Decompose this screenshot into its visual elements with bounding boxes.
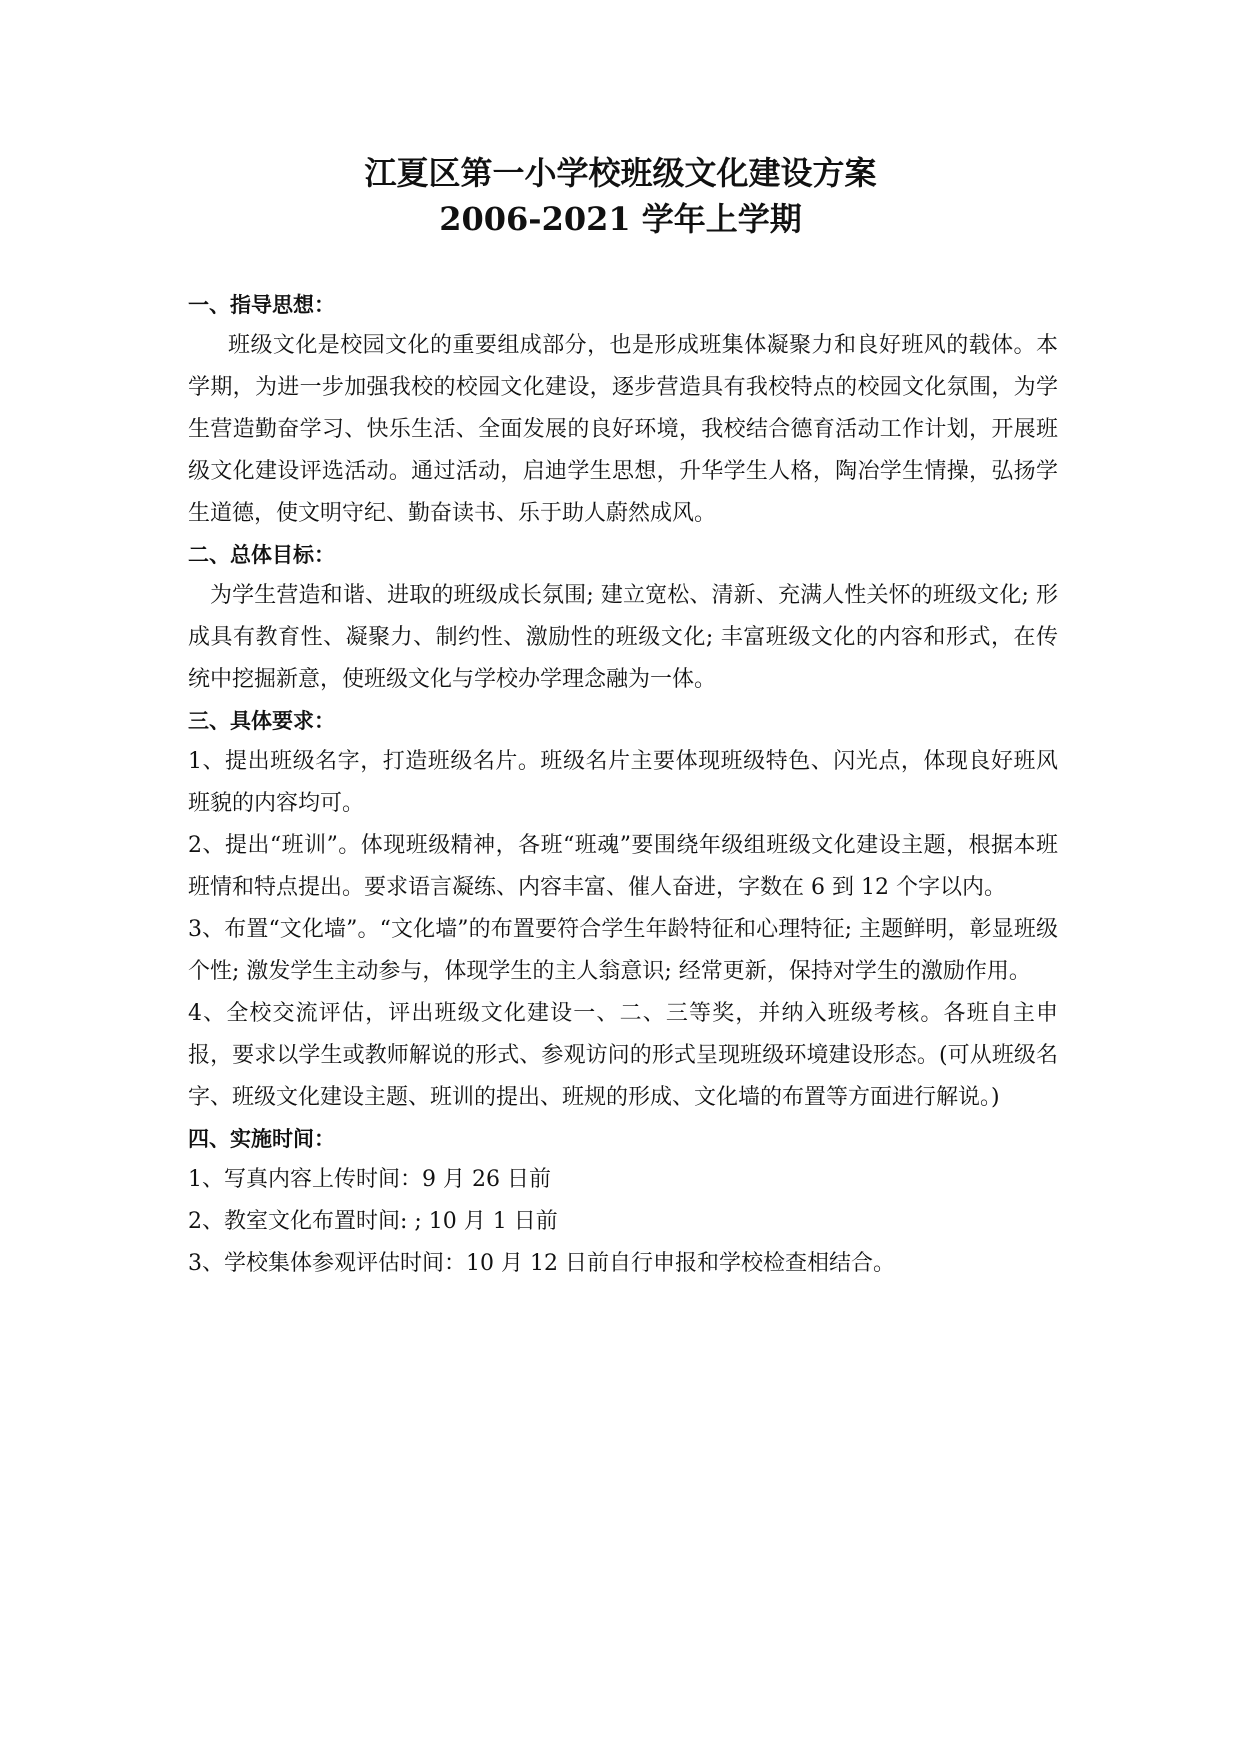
section-heading-specific-requirements: 三、具体要求： <box>188 708 335 733</box>
document-subtitle: 2006-2021 学年上学期 <box>439 200 802 238</box>
title-block <box>0 150 1241 242</box>
list-item: 3、学校集体参观评估时间：10 月 12 日前自行申报和学校检查相结合。 <box>188 1251 895 1276</box>
section-heading-overall-goal: 二、总体目标： <box>188 542 335 567</box>
document-title: 江夏区第一小学校班级文化建设方案 <box>364 154 877 192</box>
paragraph: 班级文化是校园文化的重要组成部分，也是形成班集体凝聚力和良好班风的载体。本学期，为进一步加强我校的校园文化建设，逐步营造具有我校特点的校园文化氛围，为学生营造勤奋学习、快乐生活、全面发展的良好环境，我校结合德育活动工作计划，开展班级文化建设评选活动。通过活动，启迪学生思想，升华学生人格，陶冶学生情操，弘扬学生道德，使文明守纪、勤奋读书、乐于助人蔚然成风。 <box>188 333 1058 526</box>
list-item: 1、提出班级名字，打造班级名片。班级名片主要体现班级特色、闪光点，体现良好班风班貌的内容均可。 <box>188 749 1058 816</box>
section-heading-implementation-time: 四、实施时间： <box>188 1126 335 1151</box>
list-item: 4、全校交流评估，评出班级文化建设一、二、三等奖，并纳入班级考核。各班自主申报，要求以学生或教师解说的形式、参观访问的形式呈现班级环境建设形态。(可从班级名字、班级文化建设主题、班训的提出、班规的形成、文化墙的布置等方面进行解说。) <box>188 1001 1058 1110</box>
document-body <box>188 285 1058 1285</box>
list-item: 2、教室文化布置时间: ; 10 月 1 日前 <box>188 1209 558 1234</box>
list-item: 3、布置“文化墙”。“文化墙”的布置要符合学生年龄特征和心理特征; 主题鲜明，彰显班级个性; 激发学生主动参与，体现学生的主人翁意识; 经常更新，保持对学生的激励作用。 <box>188 917 1058 984</box>
list-item: 2、提出“班训”。体现班级精神，各班“班魂”要围绕年级组班级文化建设主题，根据本班班情和特点提出。要求语言凝练、内容丰富、催人奋进，字数在 6 到 12 个字以内。 <box>188 833 1058 900</box>
section-heading-guiding-ideology: 一、指导思想： <box>188 292 335 317</box>
list-item: 1、写真内容上传时间：9 月 26 日前 <box>188 1167 551 1192</box>
paragraph: 为学生营造和谐、进取的班级成长氛围; 建立宽松、清新、充满人性关怀的班级文化; 形成具有教育性、凝聚力、制约性、激励性的班级文化; 丰富班级文化的内容和形式，在传统中挖掘新意，使班级文化与学校办学理念融为一体。 <box>188 583 1058 692</box>
